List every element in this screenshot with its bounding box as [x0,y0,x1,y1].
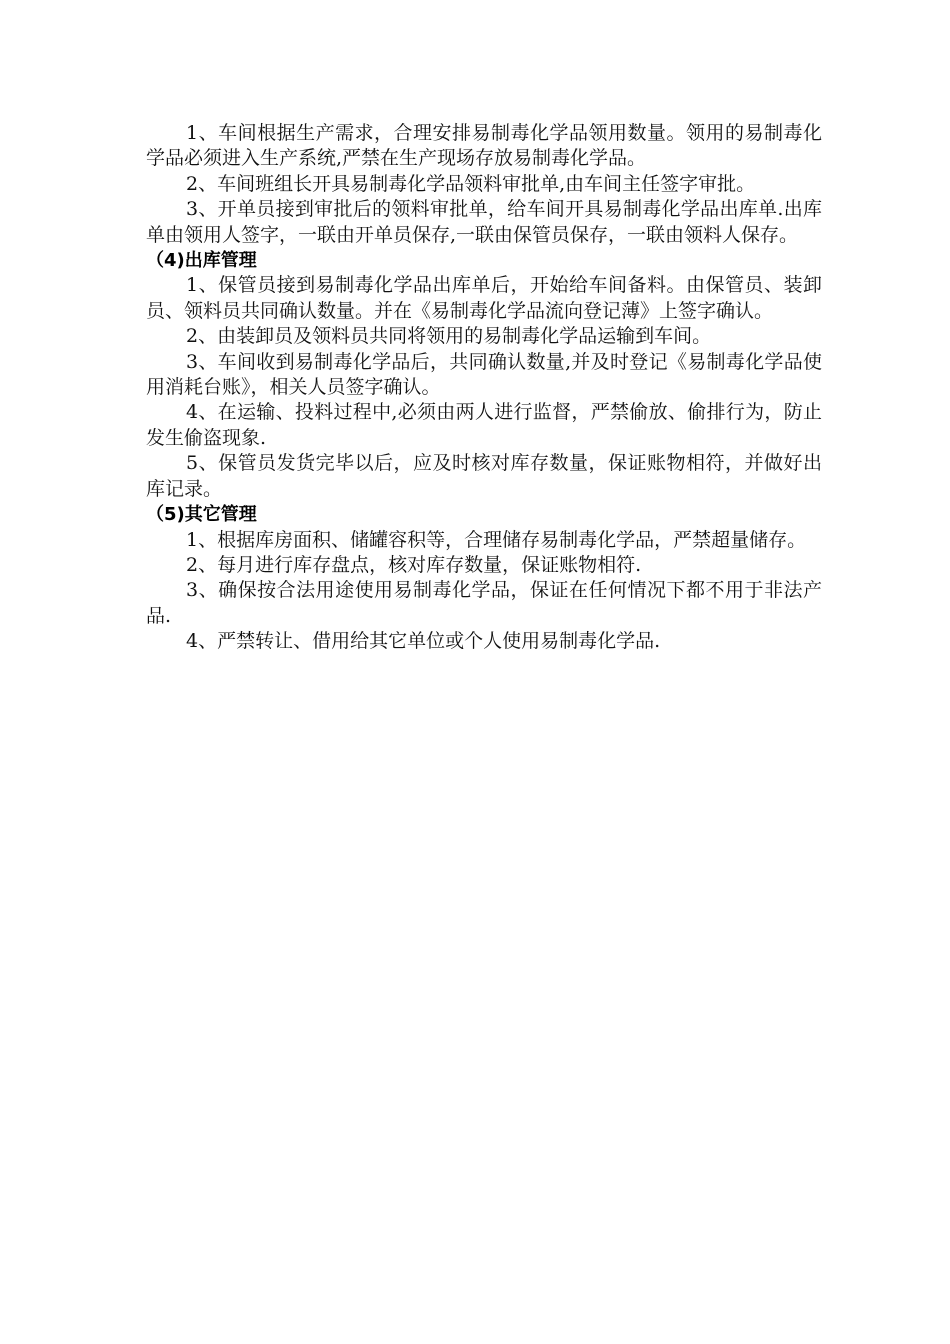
paragraph: 1、车间根据生产需求，合理安排易制毒化学品领用数量。领用的易制毒化学品必须进入生产系统,严禁在生产现场存放易制毒化学品。 [146,122,822,170]
paragraph: 3、确保按合法用途使用易制毒化学品，保证在任何情况下都不用于非法产品. [146,579,822,627]
paragraph: 4、严禁转让、借用给其它单位或个人使用易制毒化学品. [186,630,661,653]
paragraph: 1、根据库房面积、储罐容积等，合理储存易制毒化学品，严禁超量储存。 [186,528,807,551]
document-body [146,121,822,655]
paragraph: 5、保管员发货完毕以后，应及时核对库存数量，保证账物相符，并做好出库记录。 [146,452,822,500]
section-heading-other: （5)其它管理 [146,504,257,526]
paragraph: 3、开单员接到审批后的领料审批单，给车间开具易制毒化学品出库单.出库单由领用人签字，一联由开单员保存,一联由保管员保存，一联由领料人保存。 [146,198,822,246]
paragraph: 2、每月进行库存盘点，核对库存数量，保证账物相符. [186,553,642,576]
paragraph: 1、保管员接到易制毒化学品出库单后，开始给车间备料。由保管员、装卸员、领料员共同确认数量。并在《易制毒化学品流向登记薄》上签字确认。 [146,274,822,322]
paragraph: 2、由装卸员及领料员共同将领用的易制毒化学品运输到车间。 [186,325,712,348]
paragraph: 2、车间班组长开具易制毒化学品领料审批单,由车间主任签字审批。 [186,172,756,195]
paragraph: 3、车间收到易制毒化学品后，共同确认数量,并及时登记《易制毒化学品使用消耗台账》，相关人员签字确认。 [146,350,822,399]
paragraph: 4、在运输、投料过程中,必须由两人进行监督，严禁偷放、偷排行为，防止发生偷盗现象. [146,401,822,449]
section-heading-outbound: （4)出库管理 [146,250,257,272]
